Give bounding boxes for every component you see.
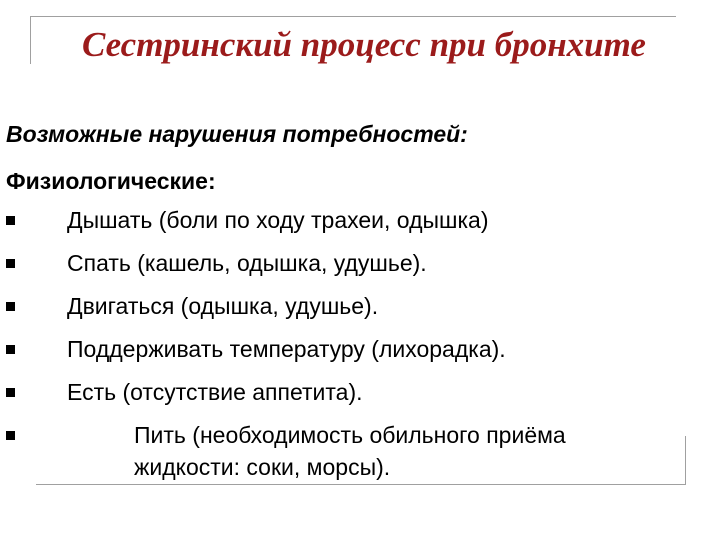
square-bullet-icon	[6, 431, 15, 440]
square-bullet-icon	[6, 388, 15, 397]
list-item-text: Поддерживать температуру (лихорадка).	[67, 336, 506, 362]
square-bullet-icon	[6, 345, 15, 354]
needs-list	[0, 202, 566, 483]
list-item-text: Двигаться (одышка, удушье).	[67, 293, 379, 319]
list-item	[0, 202, 499, 245]
frame-bottom-line	[36, 484, 686, 485]
list-item-text: Есть (отсутствие аппетита).	[67, 379, 363, 405]
square-bullet-icon	[6, 259, 15, 268]
frame-left-line	[30, 16, 31, 64]
list-item	[0, 417, 566, 483]
frame-right-line	[685, 436, 686, 484]
square-bullet-icon	[6, 216, 15, 225]
list-item	[0, 331, 506, 374]
subtitle: Возможные нарушения потребностей:	[6, 121, 468, 147]
list-item	[0, 245, 499, 288]
list-item-text-line1: Пить (необходимость обильного приёма	[134, 422, 566, 448]
list-item	[0, 374, 499, 417]
list-item-text-line2: жидкости: соки, морсы).	[134, 454, 391, 480]
slide-title: Сестринский процесс при бронхите	[82, 25, 646, 64]
frame-top-line	[30, 16, 676, 17]
list-item-text: Дышать (боли по ходу трахеи, одышка)	[67, 207, 489, 233]
list-item-text: Спать (кашель, одышка, удушье).	[67, 250, 427, 276]
square-bullet-icon	[6, 302, 15, 311]
list-item	[0, 288, 499, 331]
section-label: Физиологические:	[6, 168, 216, 194]
list-item-text	[134, 417, 566, 483]
